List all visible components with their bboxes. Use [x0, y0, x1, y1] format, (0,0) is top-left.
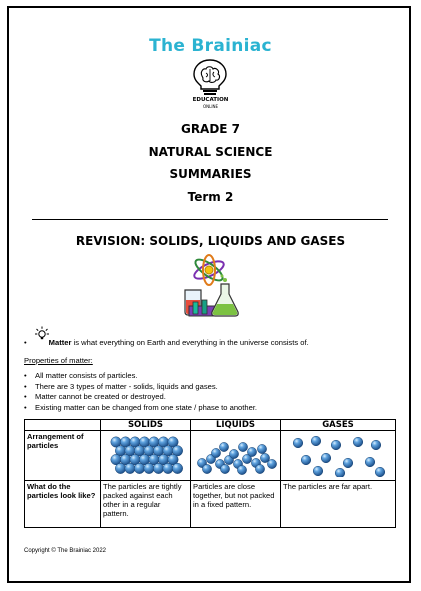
term-heading: Term 2 — [187, 190, 234, 204]
particle — [247, 447, 256, 456]
section-title: REVISION: SOLIDS, LIQUIDS AND GASES — [75, 234, 346, 248]
particle — [211, 448, 220, 457]
logo-online-text: ONLINE — [202, 104, 219, 109]
table-cell: Particles are close together, but not packed in a fixed pattern. — [191, 481, 281, 528]
table-row — [25, 481, 396, 528]
column-header-gases: GASES — [281, 420, 396, 431]
properties-heading: Properties of matter: — [24, 356, 93, 365]
grade-heading: GRADE 7 — [180, 122, 241, 136]
states-of-matter-table — [24, 419, 396, 528]
particle — [313, 466, 323, 476]
matter-definition — [24, 338, 309, 347]
particle — [124, 463, 134, 473]
divider — [32, 219, 388, 220]
matter-term: Matter — [48, 338, 72, 347]
bullet: • — [24, 338, 27, 347]
table-cell: The particles are far apart. — [281, 481, 396, 528]
brand-title: The Brainiac — [149, 36, 272, 56]
matter-text: is what everything on Earth and everything in the universe consists of. — [71, 338, 309, 347]
copyright: Copyright © The Brainiac 2022 — [24, 548, 107, 554]
table-row — [25, 431, 396, 481]
row-label: Arrangement of particles — [25, 431, 101, 481]
particle — [301, 455, 311, 465]
list-item: • All matter consists of particles. — [24, 371, 257, 382]
particle — [219, 442, 228, 451]
particle — [343, 458, 353, 468]
science-lab-clipart — [175, 254, 245, 318]
particle — [238, 442, 247, 451]
solid-particles-diagram — [101, 431, 191, 481]
particle — [365, 457, 375, 467]
particle — [143, 463, 153, 473]
row-label: What do the particles look like? — [25, 481, 101, 528]
particle — [267, 459, 276, 468]
liquid-particles-diagram — [191, 431, 281, 481]
logo-education-text: EDUCATION — [192, 97, 229, 103]
doc-type-heading: SUMMARIES — [169, 167, 252, 181]
table-corner-cell — [25, 420, 101, 431]
particle — [134, 463, 144, 473]
particle — [321, 453, 331, 463]
particle — [153, 463, 163, 473]
particle — [293, 438, 303, 448]
list-item: • There are 3 types of matter - solids, liquids and gases. — [24, 382, 257, 393]
brain-lightbulb-icon — [188, 58, 232, 96]
particle — [353, 437, 363, 447]
list-item: • Matter cannot be created or destroyed. — [24, 392, 257, 403]
table-cell: The particles are tightly packed against each other in a regular pattern. — [101, 481, 191, 528]
gas-particles-diagram — [281, 431, 396, 481]
particle — [375, 467, 385, 477]
column-header-solids: SOLIDS — [101, 420, 191, 431]
particle — [237, 465, 246, 474]
particle — [162, 463, 172, 473]
particle — [371, 440, 381, 450]
properties-list — [24, 371, 257, 413]
particle — [255, 464, 264, 473]
list-item: • Existing matter can be changed from one state / phase to another. — [24, 403, 257, 414]
particle — [311, 436, 321, 446]
particle — [335, 468, 345, 477]
particle — [202, 464, 211, 473]
column-header-liquids: LIQUIDS — [191, 420, 281, 431]
particle — [257, 444, 266, 453]
particle — [115, 463, 125, 473]
particle — [331, 440, 341, 450]
particle — [229, 449, 238, 458]
subject-heading: NATURAL SCIENCE — [148, 145, 273, 159]
particle — [220, 464, 229, 473]
particle — [172, 463, 182, 473]
